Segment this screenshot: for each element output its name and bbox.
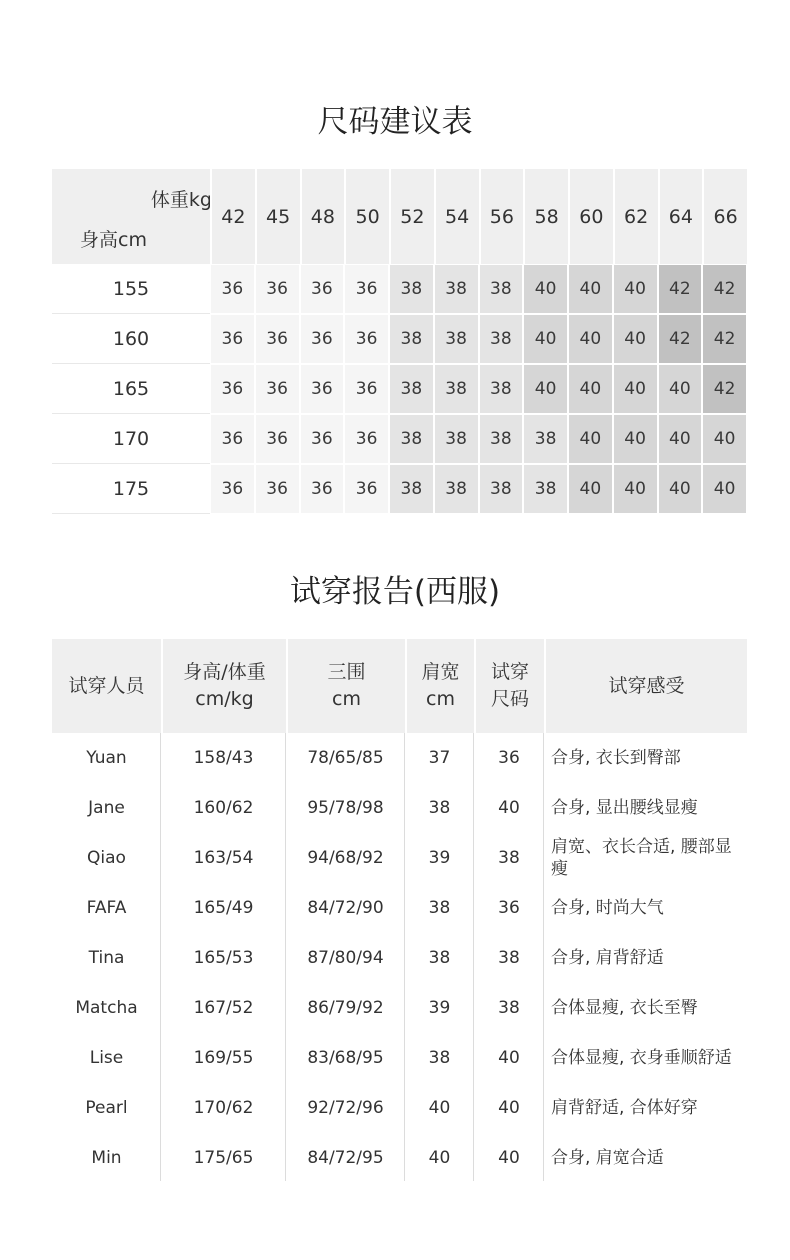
weight-header-cell: 54	[434, 169, 479, 264]
size-cell: 40	[658, 364, 703, 414]
weight-header-cell: 62	[613, 169, 658, 264]
tester-name: Matcha	[75, 998, 138, 1018]
size-cell: 38	[479, 264, 524, 314]
size-cell: 38	[389, 364, 434, 414]
body-measurements: 86/79/92	[307, 998, 384, 1018]
tester-name: Qiao	[87, 848, 126, 868]
header-text: cm	[332, 688, 361, 710]
tried-size: 40	[498, 1148, 520, 1168]
size-cell: 36	[344, 314, 389, 364]
size-cell: 42	[702, 364, 747, 414]
size-cell: 38	[434, 314, 479, 364]
size-cell: 36	[300, 464, 345, 514]
body-measurements: 94/68/92	[307, 848, 384, 868]
tried-size: 36	[498, 748, 520, 768]
size-cell: 38	[434, 364, 479, 414]
weight-header-cell: 42	[210, 169, 255, 264]
height-weight-header	[161, 639, 286, 733]
measurements-header	[286, 639, 405, 733]
tried-size: 40	[498, 798, 520, 818]
tried-size: 36	[498, 898, 520, 918]
body-measurements: 78/65/85	[307, 748, 384, 768]
shoulder-width: 38	[428, 948, 451, 968]
size-cell: 40	[523, 364, 568, 414]
size-cell: 36	[255, 364, 300, 414]
size-cell: 36	[210, 414, 255, 464]
size-cell: 36	[344, 414, 389, 464]
size-cell: 36	[300, 314, 345, 364]
height-weight: 175/65	[193, 1148, 254, 1168]
size-cell: 40	[568, 364, 613, 414]
size-cell: 38	[479, 464, 524, 514]
size-table-title: 尺码建议表	[317, 104, 473, 140]
header-text: 试穿感受	[608, 674, 685, 697]
height-row-label: 165	[52, 364, 210, 414]
fit-feedback: 合体显瘦, 衣长至臀	[551, 998, 698, 1018]
size-cell: 36	[210, 364, 255, 414]
body-measurements: 84/72/90	[307, 898, 384, 918]
height-weight: 170/62	[193, 1098, 254, 1118]
height-weight: 163/54	[193, 848, 254, 868]
size-cell: 38	[434, 264, 479, 314]
size-recommendation-table	[52, 169, 747, 514]
fit-feedback: 肩背舒适, 合体好穿	[551, 1098, 698, 1118]
header-text: cm	[426, 688, 455, 710]
size-header	[474, 639, 544, 733]
size-cell: 40	[613, 464, 658, 514]
fit-feedback: 合身, 肩宽合适	[551, 1148, 664, 1168]
shoulder-width: 38	[428, 1048, 451, 1068]
header-text: 试穿人员	[68, 674, 145, 697]
size-cell: 42	[702, 264, 747, 314]
size-cell: 36	[344, 264, 389, 314]
weight-header-cell: 56	[479, 169, 524, 264]
body-measurements: 83/68/95	[307, 1048, 384, 1068]
tester-name: Jane	[88, 798, 125, 818]
size-cell: 40	[568, 414, 613, 464]
size-cell: 38	[523, 464, 568, 514]
height-weight: 167/52	[193, 998, 254, 1018]
body-measurements: 87/80/94	[307, 948, 384, 968]
shoulder-width: 37	[428, 748, 451, 768]
size-cell: 36	[344, 464, 389, 514]
fit-feedback: 合身, 肩背舒适	[551, 948, 664, 968]
size-cell: 42	[658, 264, 703, 314]
size-cell: 40	[613, 314, 658, 364]
size-cell: 40	[702, 414, 747, 464]
tester-name: FAFA	[86, 898, 127, 918]
size-cell: 36	[300, 414, 345, 464]
tester-name: Pearl	[85, 1098, 128, 1118]
height-weight: 169/55	[193, 1048, 254, 1068]
header-text: cm/kg	[195, 688, 254, 710]
size-cell: 40	[613, 414, 658, 464]
size-cell: 40	[568, 464, 613, 514]
size-cell: 38	[434, 414, 479, 464]
height-row-label: 160	[52, 314, 210, 364]
body-measurements: 92/72/96	[307, 1098, 384, 1118]
size-cell: 42	[702, 314, 747, 364]
weight-header-cell: 48	[300, 169, 345, 264]
tried-size: 40	[498, 1048, 520, 1068]
tried-size: 38	[498, 948, 520, 968]
shoulder-header	[405, 639, 474, 733]
size-cell: 40	[702, 464, 747, 514]
height-row-label: 175	[52, 464, 210, 514]
size-cell: 38	[523, 414, 568, 464]
size-cell: 36	[210, 464, 255, 514]
weight-header-cell: 66	[702, 169, 747, 264]
weight-header-cell: 64	[658, 169, 703, 264]
body-measurements: 84/72/95	[307, 1148, 384, 1168]
height-weight: 165/53	[193, 948, 254, 968]
shoulder-width: 40	[428, 1098, 451, 1118]
body-measurements: 95/78/98	[307, 798, 384, 818]
size-cell: 38	[389, 464, 434, 514]
tried-size: 38	[498, 848, 520, 868]
shoulder-width: 40	[428, 1148, 451, 1168]
height-weight: 165/49	[193, 898, 254, 918]
weight-axis-label: 体重kg	[150, 188, 212, 211]
fit-report-title: 试穿报告(西服)	[289, 574, 501, 610]
feedback-header	[544, 639, 747, 733]
shoulder-width: 38	[428, 898, 451, 918]
size-cell: 36	[210, 264, 255, 314]
size-cell: 40	[658, 464, 703, 514]
size-cell: 40	[568, 264, 613, 314]
size-cell: 36	[344, 364, 389, 414]
weight-header-cell: 50	[344, 169, 389, 264]
shoulder-width: 39	[428, 848, 451, 868]
height-row-label: 170	[52, 414, 210, 464]
height-weight: 160/62	[193, 798, 254, 818]
size-cell: 38	[389, 264, 434, 314]
fit-feedback: 合身, 显出腰线显瘦	[551, 798, 698, 818]
tester-name: Min	[91, 1148, 122, 1168]
size-cell: 40	[658, 414, 703, 464]
size-cell: 36	[255, 464, 300, 514]
tester-name: Yuan	[86, 748, 127, 768]
fit-feedback: 合体显瘦, 衣身垂顺舒适	[551, 1048, 732, 1068]
size-cell: 38	[479, 314, 524, 364]
height-weight: 158/43	[193, 748, 254, 768]
size-cell: 36	[255, 414, 300, 464]
tester-header	[52, 639, 161, 733]
size-cell: 40	[523, 314, 568, 364]
size-cell: 38	[434, 464, 479, 514]
fit-report-table	[52, 639, 747, 1183]
size-cell: 38	[389, 314, 434, 364]
fit-feedback: 合身, 时尚大气	[551, 898, 664, 918]
height-row-label: 155	[52, 264, 210, 314]
size-cell: 40	[613, 364, 658, 414]
weight-header-cell: 45	[255, 169, 300, 264]
size-cell: 38	[389, 414, 434, 464]
tester-name: Lise	[89, 1048, 124, 1068]
header-text: 尺码	[490, 688, 529, 710]
shoulder-width: 39	[428, 998, 451, 1018]
size-cell: 36	[210, 314, 255, 364]
tried-size: 38	[498, 998, 520, 1018]
size-cell: 36	[300, 264, 345, 314]
weight-header-cell: 52	[389, 169, 434, 264]
header-text: 肩宽	[421, 661, 460, 683]
size-cell: 42	[658, 314, 703, 364]
weight-header-cell: 60	[568, 169, 613, 264]
size-cell: 38	[479, 414, 524, 464]
height-axis-label: 身高cm	[80, 228, 147, 251]
size-cell: 40	[523, 264, 568, 314]
fit-feedback: 合身, 衣长到臀部	[551, 748, 681, 768]
size-cell: 38	[479, 364, 524, 414]
size-cell: 40	[568, 314, 613, 364]
weight-header-cell: 58	[523, 169, 568, 264]
fit-feedback: 肩宽、衣长合适, 腰部显瘦	[551, 837, 732, 879]
tried-size: 40	[498, 1098, 520, 1118]
size-cell: 36	[300, 364, 345, 414]
header-text: 试穿	[490, 661, 529, 683]
header-text: 身高/体重	[183, 661, 266, 683]
size-cell: 36	[255, 314, 300, 364]
size-cell: 40	[613, 264, 658, 314]
shoulder-width: 38	[428, 798, 451, 818]
header-text: 三围	[327, 661, 366, 683]
tester-name: Tina	[88, 948, 125, 968]
size-cell: 36	[255, 264, 300, 314]
